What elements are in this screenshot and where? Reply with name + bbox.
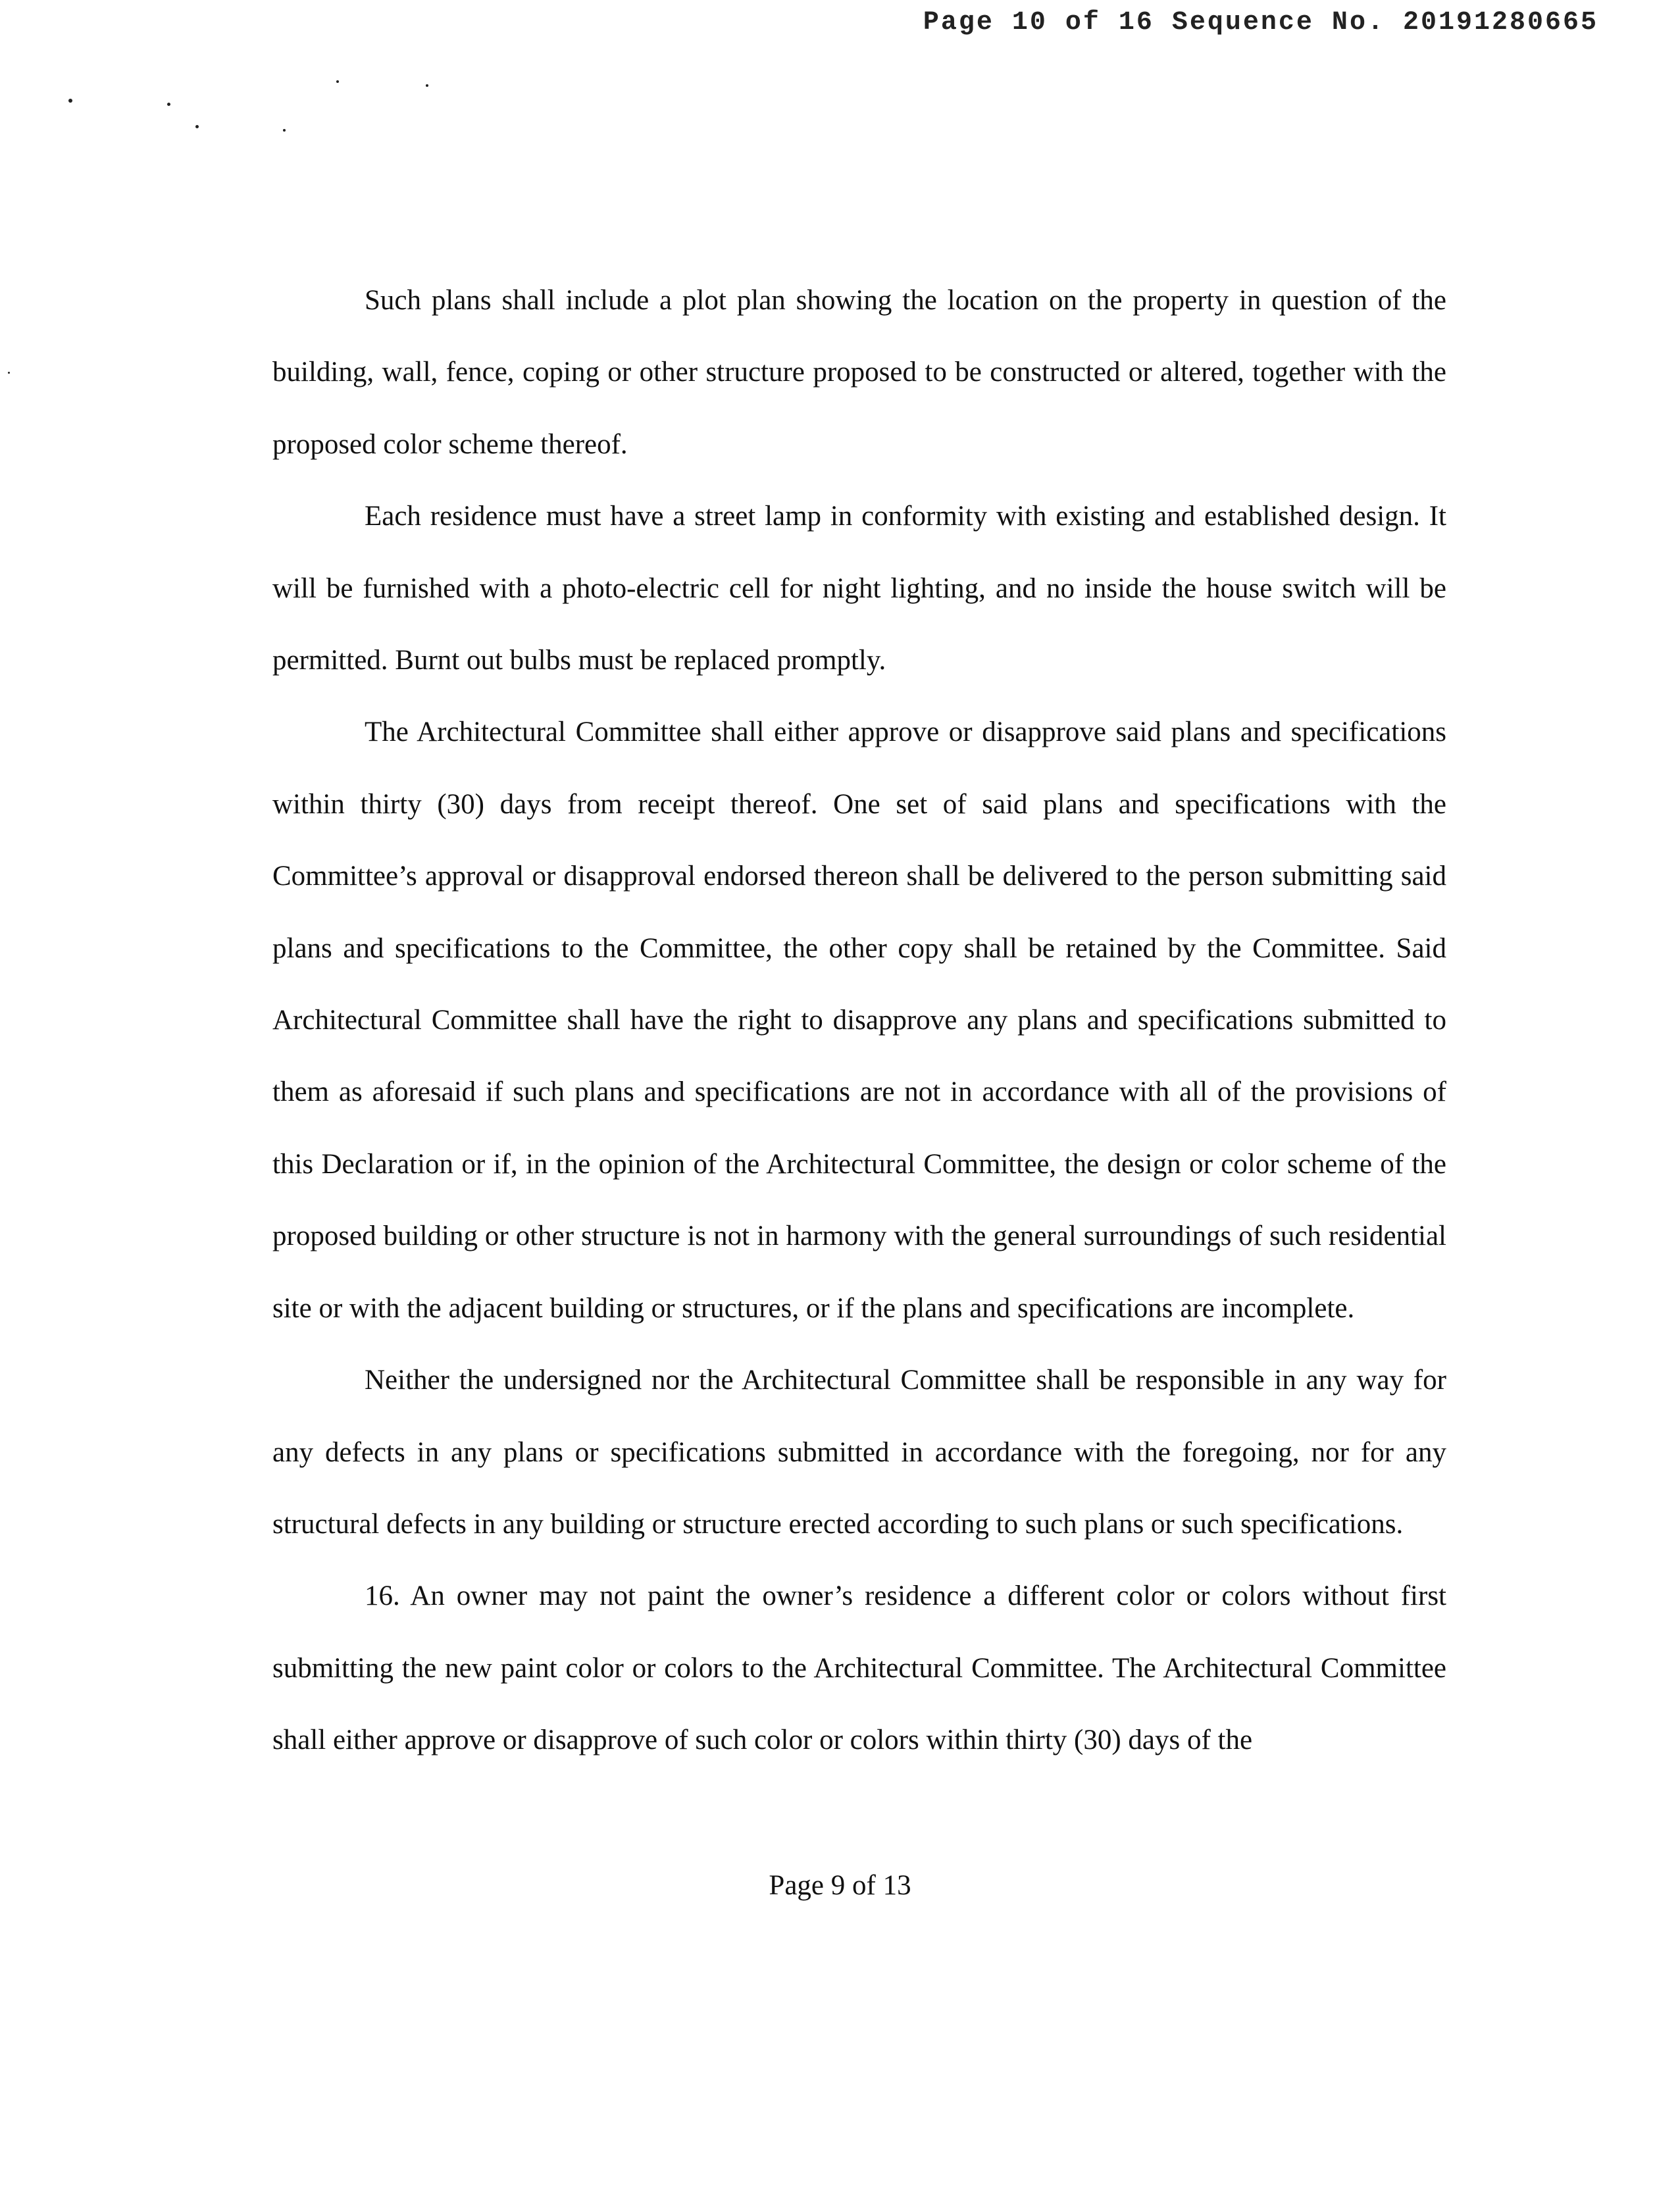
scan-speck bbox=[426, 84, 428, 87]
scan-speck bbox=[336, 80, 339, 83]
paragraph-paint-color: 16. An owner may not paint the owner’s residence a different color or colors without first submitting the new paint color or colors to the Architectural Committee. The Architectural Committee shall either approve or disapprove of such color or colors within thirty (30) days of the bbox=[272, 1580, 1446, 1756]
paragraph-liability-disclaimer: Neither the undersigned nor the Architectural Committee shall be responsible in any way for any defects in any plans or specifications submitted in accordance with the foregoing, nor for any structural defects in any building or structure erected according to such plans or such specifications. bbox=[272, 1365, 1446, 1540]
document-body bbox=[272, 265, 1446, 1777]
recording-sequence-stamp: Page 10 of 16 Sequence No. 20191280665 bbox=[923, 8, 1598, 38]
scan-speck bbox=[8, 372, 10, 374]
scan-speck bbox=[195, 125, 199, 128]
paragraph-plot-plan: Such plans shall include a plot plan showing the location on the property in question of the building, wall, fence, coping or other structure proposed to be constructed or altered, together with the proposed color scheme thereof. bbox=[272, 285, 1446, 460]
paragraph-committee-approval: The Architectural Committee shall either approve or disapprove said plans and specifications within thirty (30) days from receipt thereof. One set of said plans and specifications with the Committee’s approval or disapproval endorsed thereon shall be delivered to the person submitting said plans and specifications to the Committee, the other copy shall be retained by the Committee. Said Architectural Committee shall have the right to disapprove any plans and specifications submitted to them as aforesaid if such plans and specifications are not in accordance with all of the provisions of this Declaration or if, in the opinion of the Architectural Committee, the design or color scheme of the proposed building or other structure is not in harmony with the general surroundings of such residential site or with the adjacent building or structures, or if the plans and specifications are incomplete. bbox=[272, 717, 1446, 1324]
page-number-footer: Page 9 of 13 bbox=[769, 1870, 911, 1901]
paragraph-street-lamp: Each residence must have a street lamp in conformity with existing and established design. It will be furnished with a photo-electric cell for night lighting, and no inside the house switch will be permitted. Burnt out bulbs must be replaced promptly. bbox=[272, 501, 1446, 676]
scan-speck bbox=[167, 103, 170, 106]
scan-speck bbox=[283, 129, 286, 132]
scan-speck bbox=[68, 99, 72, 103]
